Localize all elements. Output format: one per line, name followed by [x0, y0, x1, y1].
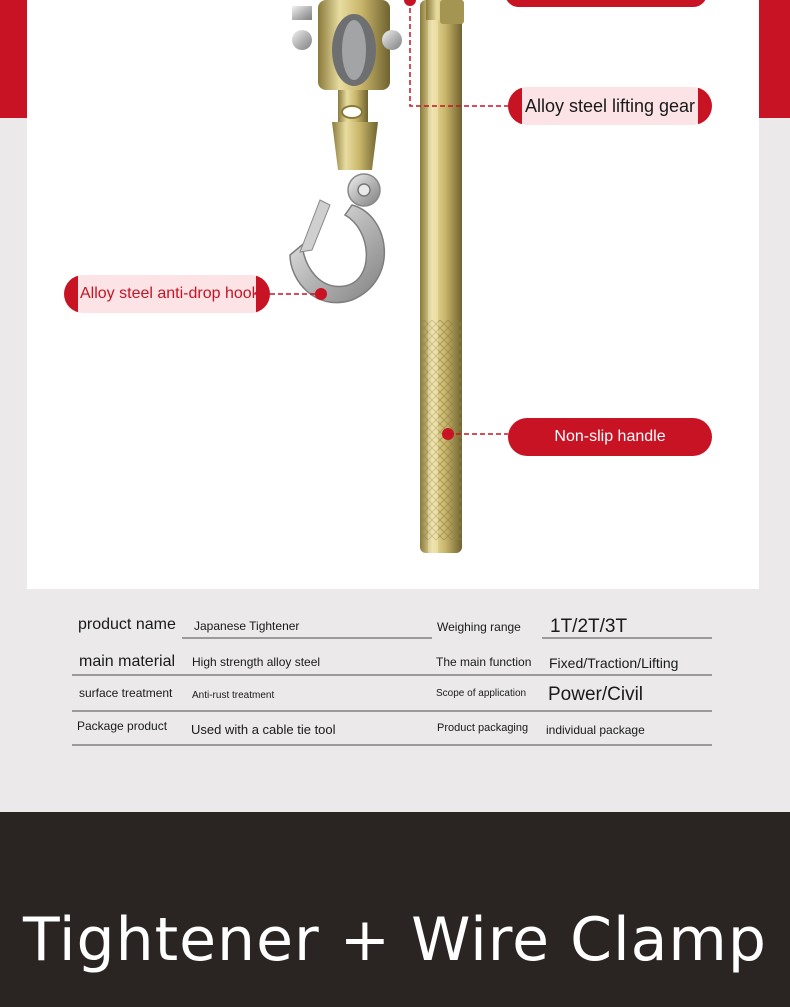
spec-table	[72, 608, 712, 752]
spec-value: Anti-rust treatment	[192, 690, 275, 701]
spec-label: surface treatment	[79, 686, 173, 700]
spec-row	[72, 644, 712, 680]
handle-rod	[420, 0, 462, 553]
spec-row	[72, 608, 712, 644]
spec-label: main material	[79, 653, 176, 670]
spec-value: Power/Civil	[548, 684, 644, 705]
spec-divider	[72, 744, 712, 746]
spec-value: 1T/2T/3T	[550, 616, 628, 637]
spec-value: Used with a cable tie tool	[191, 722, 336, 737]
spec-divider	[72, 674, 712, 676]
spec-divider	[542, 637, 712, 639]
leader-hook	[270, 288, 327, 300]
pulley-block	[292, 0, 402, 170]
callout-non-slip-handle: Non-slip handle	[508, 418, 712, 456]
spec-row	[72, 716, 712, 752]
spec-value: Japanese Tightener	[194, 619, 300, 633]
spec-label: Package product	[77, 719, 168, 733]
spec-divider	[182, 637, 432, 639]
spec-label: Weighing range	[437, 620, 521, 634]
spec-row	[72, 680, 712, 716]
spec-value: High strength alloy steel	[192, 655, 321, 669]
hook	[290, 174, 384, 303]
spec-label: Product packaging	[437, 722, 529, 734]
callout-lifting-gear: Alloy steel lifting gear	[508, 87, 712, 125]
callout-anti-drop-hook: Alloy steel anti-drop hook	[64, 275, 270, 313]
spec-value: Fixed/Traction/Lifting	[549, 655, 679, 671]
spec-label: product name	[78, 616, 176, 633]
leader-handle	[442, 428, 508, 440]
callout-top-partial	[505, 0, 707, 7]
spec-value: individual package	[546, 723, 645, 737]
spec-divider	[72, 710, 712, 712]
banner-title: Tightener + Wire Clamp	[23, 905, 767, 975]
spec-label: Scope of application	[436, 688, 527, 699]
spec-label: The main function	[436, 655, 532, 669]
